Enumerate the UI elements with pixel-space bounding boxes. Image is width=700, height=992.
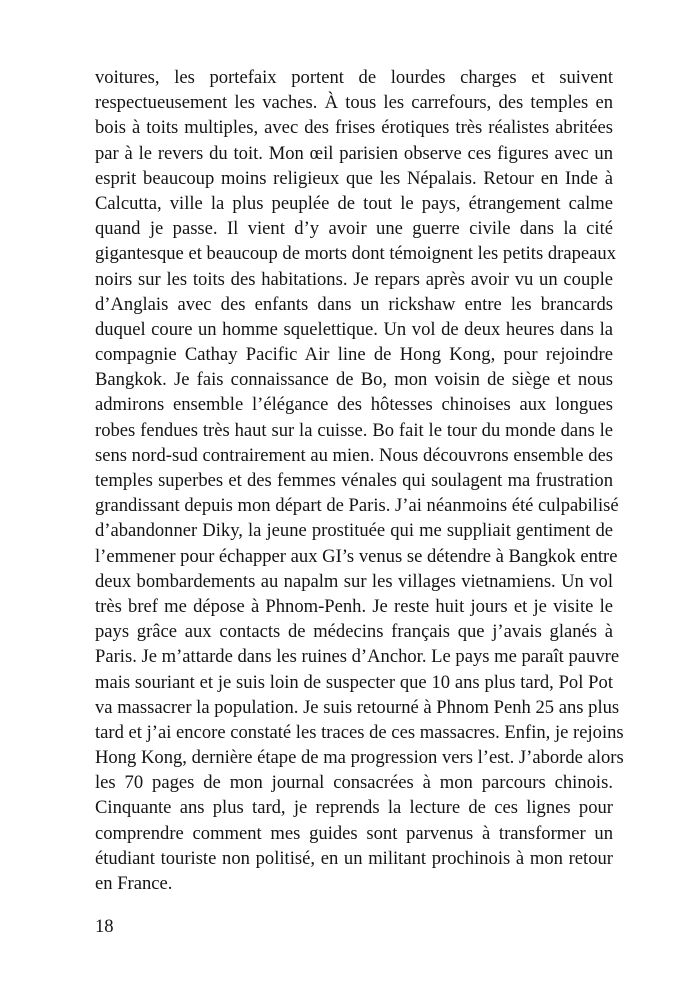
text-line: mais souriant et je suis loin de suspecter que 10 ans plus tard, Pol Pot — [95, 671, 613, 693]
text-line: robes fendues très haut sur la cuisse. Bo fait le tour du monde dans le — [95, 419, 613, 441]
text-line: par à le revers du toit. Mon œil parisien observe ces figures avec un — [95, 142, 613, 164]
text-line: duquel coure un homme squelettique. Un vol de deux heures dans la — [95, 318, 613, 340]
text-line: Cinquante ans plus tard, je reprends la lecture de ces lignes pour — [95, 797, 613, 819]
text-line: gigantesque et beaucoup de morts dont témoignent les petits drapeaux — [95, 243, 616, 265]
text-line: esprit beaucoup moins religieux que les Népalais. Retour en Inde à — [95, 167, 613, 189]
page-number: 18 — [95, 916, 114, 937]
text-line: très bref me dépose à Phnom-Penh. Je reste huit jours et je visite le — [95, 595, 613, 617]
text-line: tard et j’ai encore constaté les traces de ces massacres. Enfin, je rejoins — [95, 721, 624, 743]
body-paragraph — [95, 65, 624, 896]
text-line: Hong Kong, dernière étape de ma progression vers l’est. J’aborde alors — [95, 747, 624, 769]
text-line: les 70 pages de mon journal consacrées à mon parcours chinois. — [95, 772, 613, 794]
text-line: admirons ensemble l’élégance des hôtesses chinoises aux longues — [95, 394, 613, 416]
text-line: voitures, les portefaix portent de lourdes charges et suivent — [95, 67, 613, 88]
text-line: étudiant touriste non politisé, en un militant prochinois à mon retour — [95, 847, 613, 869]
text-line: Bangkok. Je fais connaissance de Bo, mon voisin de siège et nous — [95, 369, 613, 391]
text-line: l’emmener pour échapper aux GI’s venus se détendre à Bangkok entre — [95, 545, 618, 567]
text-line: comprendre comment mes guides sont parvenus à transformer un — [95, 822, 613, 844]
text-line: bois à toits multiples, avec des frises érotiques très réalistes abritées — [95, 117, 613, 139]
text-line: deux bombardements au napalm sur les villages vietnamiens. Un vol — [95, 570, 613, 592]
text-line: d’abandonner Diky, la jeune prostituée qui me suppliait gentiment de — [95, 520, 613, 542]
text-line: noirs sur les toits des habitations. Je repars après avoir vu un couple — [95, 268, 613, 290]
text-line: sens nord-sud contrairement au mien. Nous découvrons ensemble des — [95, 444, 613, 466]
text-line-last: en France. — [95, 873, 173, 894]
text-line: compagnie Cathay Pacific Air line de Hong Kong, pour rejoindre — [95, 344, 613, 366]
text-line: temples superbes et des femmes vénales qui soulagent ma frustration — [95, 470, 613, 491]
text-line: pays grâce aux contacts de médecins français que j’avais glanés à — [95, 621, 613, 643]
text-line: va massacrer la population. Je suis retourné à Phnom Penh 25 ans plus — [95, 696, 620, 718]
text-line: Calcutta, ville la plus peuplée de tout le pays, étrangement calme — [95, 192, 613, 214]
text-line: Paris. Je m’attarde dans les ruines d’Anchor. Le pays me paraît pauvre — [95, 646, 620, 668]
text-line: d’Anglais avec des enfants dans un rickshaw entre les brancards — [95, 293, 613, 315]
text-line: respectueusement les vaches. À tous les carrefours, des temples en — [95, 92, 613, 114]
text-line: grandissant depuis mon départ de Paris. J’ai néanmoins été culpabilisé — [95, 495, 619, 517]
text-line: quand je passe. Il vient d’y avoir une guerre civile dans la cité — [95, 218, 613, 240]
